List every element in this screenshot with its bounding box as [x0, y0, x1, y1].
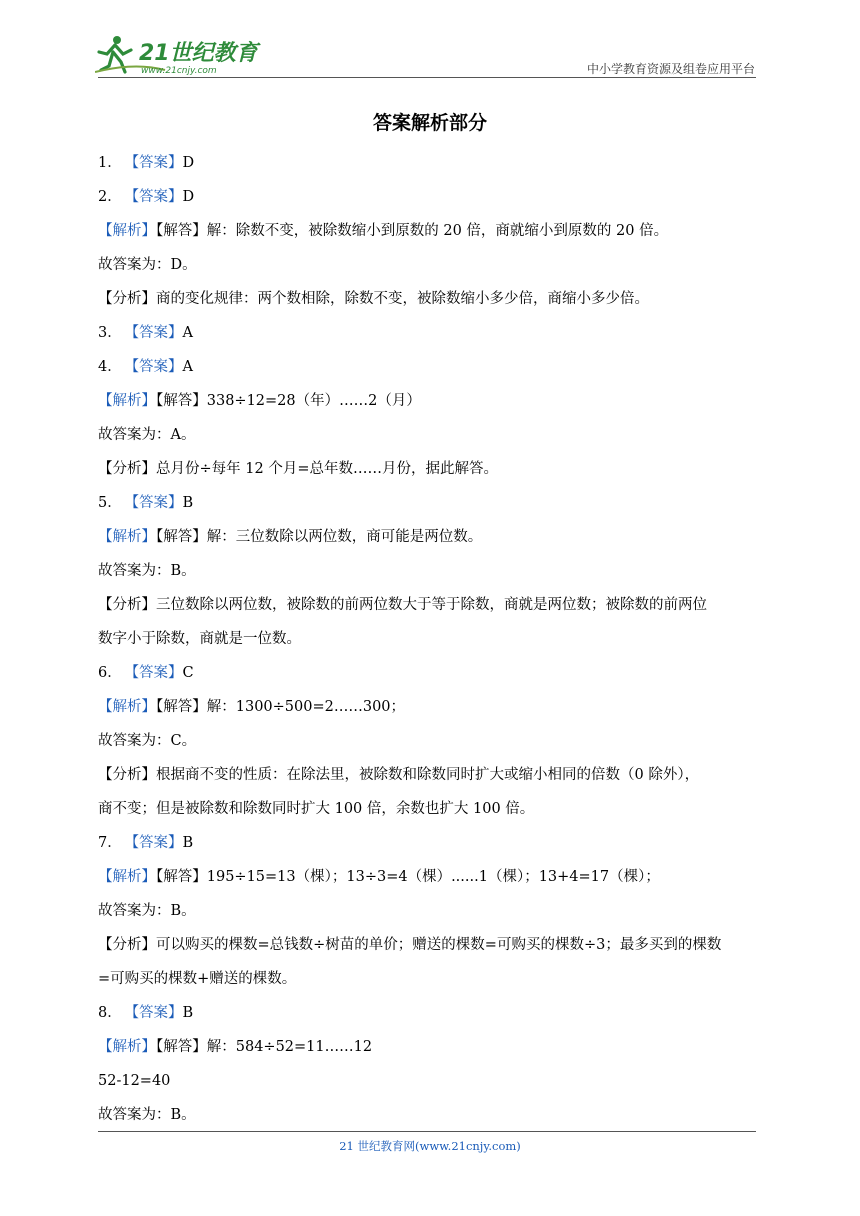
line-text: D: [182, 189, 195, 205]
footer-divider: [98, 1131, 756, 1132]
line-text: 【解答】解：584÷52=11……12: [156, 1039, 373, 1055]
line-text: 【解答】338÷12=28（年）……2（月）: [156, 393, 421, 409]
answer-line: [98, 418, 764, 452]
answer-line: [98, 554, 764, 588]
answer-line: [98, 622, 764, 656]
line-text: 【解答】195÷15=13（棵）；13÷3=4（棵）......1（棵）；13+4=17（棵）；: [156, 869, 660, 885]
label-tag: 【答案】: [131, 835, 183, 851]
line-text: 【分析】可以购买的棵数=总钱数÷树苗的单价；赠送的棵数=可购买的棵数÷3；最多买到的棵数: [98, 937, 722, 953]
question-number: 2．: [98, 189, 122, 205]
answer-line: [98, 860, 764, 894]
answer-line: [98, 962, 764, 996]
question-number: 3．: [98, 325, 122, 341]
label-tag: 【解析】: [98, 529, 156, 545]
answer-line: [98, 1030, 764, 1064]
question-number: 5．: [98, 495, 122, 511]
line-text: B: [182, 1005, 194, 1021]
answer-line: [98, 758, 764, 792]
answer-line: [98, 452, 764, 486]
answer-line: [98, 180, 764, 214]
page-header: [95, 32, 755, 78]
question-number: 7．: [98, 835, 122, 851]
svg-text:21世纪教育: 21世纪教育: [139, 41, 258, 66]
label-tag: 【解析】: [98, 393, 156, 409]
label-tag: 【答案】: [131, 665, 183, 681]
line-text: 故答案为：C。: [98, 733, 197, 749]
label-tag: 【答案】: [131, 189, 183, 205]
answer-line: [98, 690, 764, 724]
site-logo: [95, 32, 265, 78]
answer-line: [98, 248, 764, 282]
line-text: 【分析】总月份÷每年 12 个月=总年数……月份，据此解答。: [98, 461, 498, 477]
question-number: 1．: [98, 155, 122, 171]
line-text: 数字小于除数，商就是一位数。: [98, 631, 301, 647]
answer-line: [98, 996, 764, 1030]
line-text: C: [182, 665, 194, 681]
line-text: 【解答】解：除数不变，被除数缩小到原数的 20 倍，商就缩小到原数的 20 倍。: [156, 223, 669, 239]
answer-line: [98, 792, 764, 826]
label-tag: 【答案】: [131, 495, 183, 511]
line-text: A: [182, 359, 193, 375]
line-text: =可购买的棵数+赠送的棵数。: [98, 971, 297, 987]
question-number: 8．: [98, 1005, 122, 1021]
line-text: A: [182, 325, 193, 341]
label-tag: 【解析】: [98, 699, 156, 715]
page-title: 答案解析部分: [372, 112, 487, 134]
line-text: 故答案为：A。: [98, 427, 196, 443]
line-text: 商不变；但是被除数和除数同时扩大 100 倍，余数也扩大 100 倍。: [98, 801, 535, 817]
question-number: 6．: [98, 665, 122, 681]
answer-line: [98, 214, 764, 248]
label-tag: 【答案】: [131, 325, 183, 341]
label-tag: 【答案】: [131, 1005, 183, 1021]
label-tag: 【解析】: [98, 1039, 156, 1055]
label-tag: 【解析】: [98, 869, 156, 885]
svg-text:www.21cnjy.com: www.21cnjy.com: [141, 66, 217, 76]
answer-line: [98, 826, 764, 860]
line-text: B: [182, 495, 194, 511]
line-text: 52-12=40: [98, 1073, 171, 1089]
answer-line: [98, 316, 764, 350]
answer-line: [98, 656, 764, 690]
line-text: 故答案为：B。: [98, 903, 196, 919]
label-tag: 【解析】: [98, 223, 156, 239]
page-footer: 21 世纪教育网(www.21cnjy.com): [339, 1139, 521, 1153]
line-text: 【解答】解：1300÷500=2……300；: [156, 699, 406, 715]
answer-line: [98, 350, 764, 384]
line-text: B: [182, 835, 194, 851]
answer-list: [98, 146, 764, 1132]
answer-line: [98, 520, 764, 554]
line-text: 故答案为：B。: [98, 1107, 196, 1123]
answer-line: [98, 724, 764, 758]
line-text: 故答案为：B。: [98, 563, 196, 579]
line-text: 【分析】三位数除以两位数，被除数的前两位数大于等于除数，商就是两位数；被除数的前两位: [98, 597, 707, 613]
header-slogan: 中小学教育资源及组卷应用平台: [586, 62, 755, 76]
answer-line: [98, 588, 764, 622]
answer-line: [98, 146, 764, 180]
answer-line: [98, 928, 764, 962]
line-text: 【分析】根据商不变的性质：在除法里，被除数和除数同时扩大或缩小相同的倍数（0 除外），: [98, 767, 700, 783]
label-tag: 【答案】: [131, 155, 183, 171]
answer-line: [98, 282, 764, 316]
answer-line: [98, 486, 764, 520]
line-text: 故答案为：D。: [98, 257, 197, 273]
line-text: D: [182, 155, 195, 171]
answer-line: [98, 1098, 764, 1132]
label-tag: 【答案】: [131, 359, 183, 375]
line-text: 【分析】商的变化规律：两个数相除，除数不变，被除数缩小多少倍，商缩小多少倍。: [98, 291, 649, 307]
line-text: 【解答】解：三位数除以两位数，商可能是两位数。: [156, 529, 483, 545]
answer-line: [98, 1064, 764, 1098]
question-number: 4．: [98, 359, 122, 375]
answer-line: [98, 894, 764, 928]
header-divider: [98, 77, 756, 78]
answer-line: [98, 384, 764, 418]
